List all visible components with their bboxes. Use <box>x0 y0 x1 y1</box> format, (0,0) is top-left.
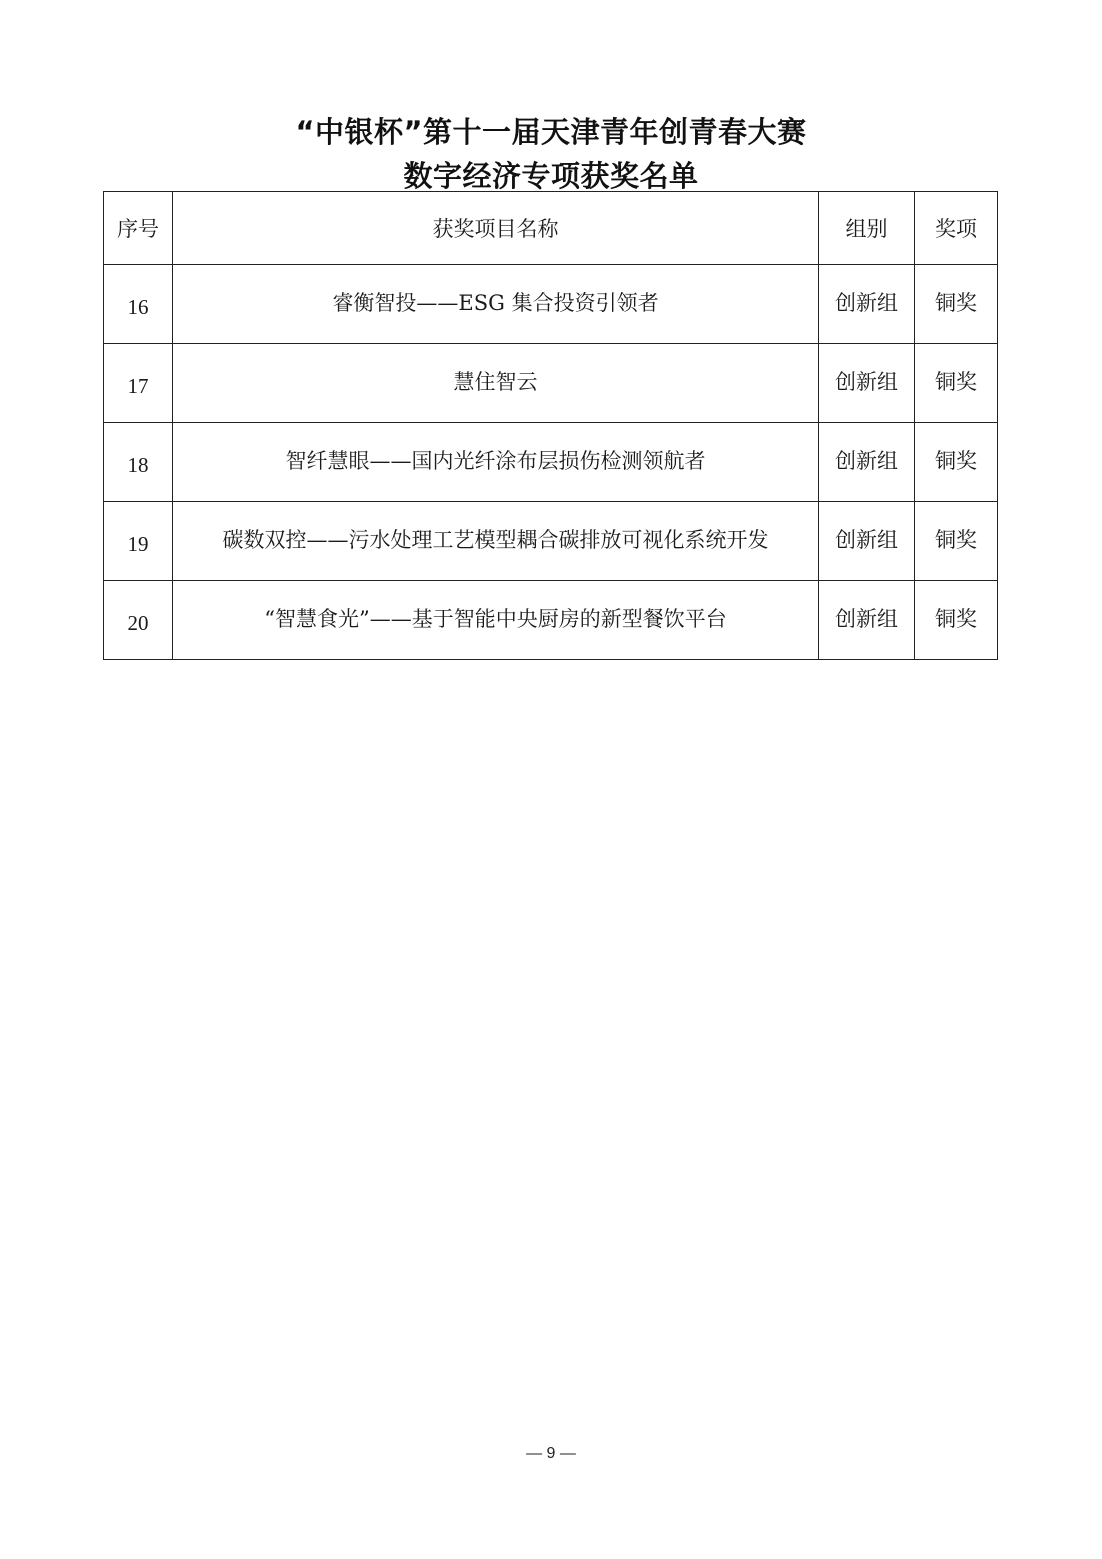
group-cell: 创新组 <box>819 344 915 423</box>
table-row <box>104 502 998 581</box>
project-name: “智慧食光”——基于智能中央厨房的新型餐饮平台 <box>173 581 819 660</box>
prize-cell: 铜奖 <box>915 502 998 581</box>
group-cell: 创新组 <box>819 581 915 660</box>
prize-cell: 铜奖 <box>915 581 998 660</box>
table-row <box>104 423 998 502</box>
prize-cell: 铜奖 <box>915 423 998 502</box>
row-number: 20 <box>104 581 173 660</box>
row-number: 16 <box>104 265 173 344</box>
project-name: 智纤慧眼——国内光纤涂布层损伤检测领航者 <box>173 423 819 502</box>
group-cell: 创新组 <box>819 423 915 502</box>
table-header-row <box>104 192 998 265</box>
header-number: 序号 <box>104 192 173 265</box>
row-number: 18 <box>104 423 173 502</box>
project-name: 碳数双控——污水处理工艺模型耦合碳排放可视化系统开发 <box>173 502 819 581</box>
document-title: “中银杯”第十一届天津青年创青春大赛 <box>295 115 807 149</box>
header-prize: 奖项 <box>915 192 998 265</box>
project-name: 慧住智云 <box>173 344 819 423</box>
table-row <box>104 265 998 344</box>
table-row <box>104 581 998 660</box>
project-name: 睿衡智投——ESG 集合投资引领者 <box>173 265 819 344</box>
row-number: 19 <box>104 502 173 581</box>
header-project-name: 获奖项目名称 <box>173 192 819 265</box>
table-row <box>104 344 998 423</box>
prize-cell: 铜奖 <box>915 344 998 423</box>
group-cell: 创新组 <box>819 502 915 581</box>
row-number: 17 <box>104 344 173 423</box>
document-subtitle: 数字经济专项获奖名单 <box>403 159 699 193</box>
page-number: — 9 — <box>526 1445 576 1462</box>
awards-table <box>103 191 998 660</box>
header-group: 组别 <box>819 192 915 265</box>
group-cell: 创新组 <box>819 265 915 344</box>
prize-cell: 铜奖 <box>915 265 998 344</box>
